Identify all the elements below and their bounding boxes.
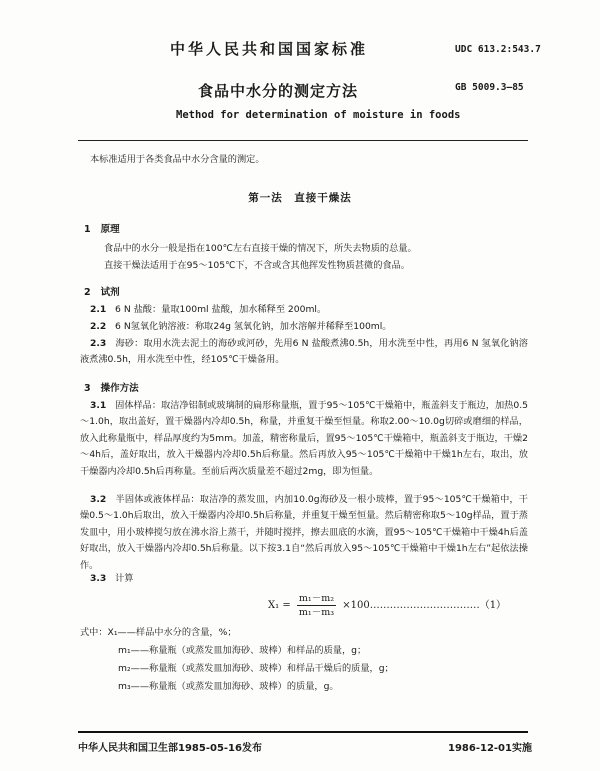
item-text: 海砂：取用水洗去泥土的海砂或河砂，先用6 N 盐酸煮沸0.5h，用水洗至中性，再用6 N 氢氧化钠溶液煮沸0.5h，用水洗至中性，经105℃干燥备用。 <box>80 338 528 366</box>
reagent-2-2 <box>90 319 528 335</box>
udc-code: UDC 613.2:543.7 <box>455 44 541 55</box>
item-text: 6 N 盐酸：量取100ml 盐酸，加水稀释至 200ml。 <box>115 304 327 315</box>
header-divider <box>78 140 528 141</box>
principle-para-1: 食品中的水分一般是指在100℃左右直接干燥的情况下，所失去物质的总量。 <box>104 243 417 254</box>
item-number: 3.3 <box>90 573 107 584</box>
item-text: 计算 <box>115 573 134 584</box>
section-number: 3 <box>84 383 91 394</box>
section-title: 操作方法 <box>100 383 139 394</box>
reagent-2-1 <box>90 302 528 318</box>
section-3-heading <box>84 380 139 394</box>
document-title: 食品中水分的测定方法 <box>198 82 359 100</box>
formula-legend-intro: 式中：X₁——样品中水分的含量，%； <box>80 627 237 638</box>
issue-date: 中华人民共和国卫生部1985-05-16发布 <box>78 743 262 754</box>
footer-divider <box>78 731 528 733</box>
section-1-heading <box>84 221 120 235</box>
procedure-3-2 <box>80 492 528 574</box>
standard-number: GB 5009.3—85 <box>455 82 524 93</box>
procedure-3-3 <box>90 571 528 587</box>
item-text: 固体样品：取洁净铝制或玻璃制的扁形称量瓶，置于95～105℃干燥箱中，瓶盖斜支于瓶边，加热0.5～1.0h，取出盖好，置干燥器内冷却0.5h，称量，并重复干燥至恒量。称取2.00～10.0g切碎或磨细的样品，放入此称量瓶中，样品厚度约为5mm。加盖，精密称量后，置95～105℃干燥箱中，瓶盖斜支于瓶边，干燥2～4h后，盖好取出，放入干燥器内冷却0.5h后称量。然后再放入95～105℃干燥箱中干燥1h左右，取出，放干燥器内冷却0.5h后再称量。至前后两次质量差不超过2mg，即为恒量。 <box>80 400 528 477</box>
item-number: 2.2 <box>90 321 107 332</box>
item-number: 3.1 <box>90 400 107 411</box>
formula-legend-item: m₁——称量瓶（或蒸发皿加海砂、玻棒）和样品的质量，g； <box>118 645 367 656</box>
section-title: 原理 <box>100 224 120 235</box>
formula-numerator: m₁－m₂ <box>298 593 335 604</box>
section-2-heading <box>84 284 120 298</box>
item-number: 2.1 <box>90 304 107 315</box>
principle-para-2: 直接干燥法适用于在95～105℃下，不含或含其他挥发性物质甚微的食品。 <box>104 260 410 271</box>
formula-lhs: X₁ <box>268 600 280 611</box>
reagent-2-3 <box>80 336 528 369</box>
method-title: 第一法 直接干燥法 <box>248 192 352 204</box>
item-number: 3.2 <box>90 494 107 505</box>
formula-equals: = <box>282 600 291 611</box>
section-number: 1 <box>84 224 91 235</box>
item-number: 2.3 <box>90 338 107 349</box>
procedure-3-1 <box>80 398 528 480</box>
issuing-organization: 中华人民共和国国家标准 <box>170 40 369 58</box>
item-text: 半固体或液体样品：取洁净的蒸发皿，内加10.0g海砂及一根小玻棒，置于95～105℃干燥箱中，干燥0.5～1.0h后取出，放入干燥器内冷却0.5h后称量，并重复干燥至恒量。然后精密称取5～10g样品，置于蒸发皿中，用小玻棒搅匀放在沸水浴上蒸干，并随时搅拌，擦去皿底的水滴，置95～105℃干燥箱中干燥4h后盖好取出，放入干燥器内冷却0.5h后称量。以下按3.1自“然后再放入95～105℃干燥箱中干燥1h左右”起依法操作。 <box>80 494 528 571</box>
section-title: 试剂 <box>100 287 120 298</box>
formula-legend-item: m₂——称量瓶（或蒸发皿加海砂、玻棒）和样品干燥后的质量，g； <box>118 663 394 674</box>
effective-date: 1986-12-01实施 <box>448 743 532 754</box>
formula-denominator: m₁－m₃ <box>298 607 335 618</box>
formula-tail: ×100……………………………（1） <box>342 600 507 611</box>
section-number: 2 <box>84 287 91 298</box>
formula-fraction <box>297 592 336 619</box>
item-text: 6 N氢氧化钠溶液：称取24g 氢氧化钠，加水溶解并稀释至100ml。 <box>115 321 392 332</box>
moisture-formula <box>268 592 506 619</box>
scope-statement: 本标准适用于各类食品中水分含量的测定。 <box>90 154 265 165</box>
english-title: Method for determination of moisture in foods <box>176 109 461 121</box>
formula-legend-item: m₃——称量瓶（或蒸发皿加海砂、玻棒）的质量，g。 <box>118 681 339 692</box>
